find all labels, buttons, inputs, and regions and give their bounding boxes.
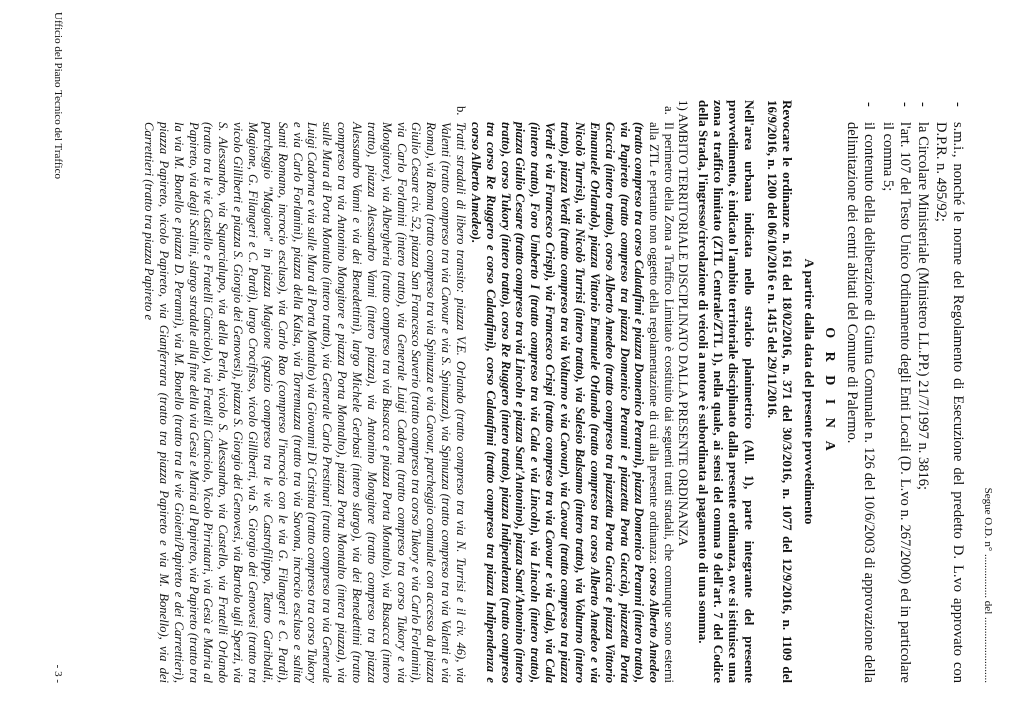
premise-item: - s.m.i., nonché le norme del Regolamento di Esecuzione del predetto D. L.vo approvato con D.P.R. n. 495/92; bbox=[932, 100, 966, 683]
item-b bbox=[141, 100, 468, 683]
area-text: Nell'area urbana indicata nello stralcio planimetrico (All. 1), parte integrante del presente provvedimento, è indicato l'ambito territoriale disciplinato dalla presente ordinanza, ove si istituisce una zona a traffico limitato (ZTL Centrale/ZTL 1), nella quale, ai sensi del comma 9 dell'art. 7 del Codice della Strada, l'ingresso/circolazione di veicoli a motore è subordinata al pagamento di una somma. bbox=[695, 100, 757, 683]
revoke-paragraph bbox=[765, 100, 796, 683]
header-reference: Segue O.D. n° ................ del ........................ bbox=[982, 487, 994, 683]
premise-item: - la Circolare Ministeriale (Ministero LL.PP.) 21/7/1997 n. 3816; bbox=[914, 100, 931, 683]
item-b-text: Tratti stradali di libero transito: piazza V.E. Orlando (tratto compreso tra via N. Turrisi e il civ. 46), via Valenti (tratto compreso tra via Cavour e via S. Spinuzza), via Spinuzza (tratto compreso tra via Valenti e via Roma), via Roma (tratto compreso tra via Spinuzza e via Cavour, parcheggio comunale con accesso da piazza Giulio Cesare civ. 52, piazza San Francesco Saverio (tratto compreso tra corso Tukory e via Carlo Forlanini), via Carlo Forlanini (intero tratto), via Generale Luigi Cadorna (tratto compreso tra corso Tukory e via Mongitore), via Albergheria (tratto compreso tra via Busacca e piazza Porta Montalto), via Busacca (intero tratto), piazza Alessandro Vanni (intero piazza), via Antonino Mongitore (tratto compreso tra piazza Alessandro Vanni e via dei Benedettini), largo Michele Gerbasi (intero slargo), via dei Benedettini (tratto compreso tra via Antonino Mongitore e piazza Porta Montalto), piazza Porta Montalto (intera piazza), via sulle Mura di Porta Montalto (intero tratto), via Generale Carlo Prestinari (tratto compreso tra via Generale Luigi Cadorna e via sulle Mura di Porta Montalto) via Giovanni Di Cristina (tratto compreso tra corso Tukory e via Carlo Forlanini), piazza della Kalsa, via Torremuzza (tratto tra via Savona, incrocio escluso e salita Santi Romano, incrocio escluso), via Carlo Rao (compreso l'incrocio con le via G. Filangeri e C. Pardi), parcheggio "Magione" in piazza Magione (spazio compreso tra le vie Castrofilippo, Teatro Garibaldi, Magione, G. Filangeri e C. Pardi), largo Crocifisso, vicolo Gilliberti, via S. Giorgio dei Genovesi (tratto tra vicolo Gilliberti e piazza S. Giorgio dei Genovesi), piazza S. Giorgio dei Genovesi, via Bartolo ugli Sperzi, via S. Alessandro, via Squarcialupo, via della Perla, vicolo S. Alessandro, via Castello, via Fratelli Orlando (tratto tra le vie Castello e Fratelli Cianciolo), via Fratelli Cianciolo, Vicolo Pirriatari, via Gesù e Maria al Papireto, via degli Scalini, slargo stradale alla fine della via Gesù e Maria al Papireto, via Papireto (tratto tra la via M. Bonello e piazza D. Peranni), via M. Bonello (tratto tra le vie Gioieni/Papireto e dei Carrettieri), piazza Papireto, vicolo Papireto, via Gianferrara (tratto tra piazza Papireto e via M. Bonello), via dei Carrettieri (tratto tra piazza Papireto e bbox=[142, 122, 469, 683]
item-a-label: a. bbox=[662, 106, 677, 115]
item-b-label: b. bbox=[454, 106, 469, 116]
item-a bbox=[468, 100, 676, 683]
section-title: 1) AMBITO TERRITORIALE DISCIPLINATO DALLA PRESENTE ORDINANZA bbox=[676, 100, 692, 547]
office-footer: Ufficio del Piano Tecnico del Traffico bbox=[52, 12, 64, 179]
date-heading: A partire dalla data del presente provvedimento bbox=[801, 258, 817, 525]
ordina-heading: O R D I N A bbox=[822, 327, 838, 456]
item-a-intro: Il perimetro della Zona a Traffico Limitato è costituito dai seguenti tratti stradali, che comunque sono esterni alla ZTL e pertanto non oggetto della regolamentazione di cui alla presente ordinanza: bbox=[647, 122, 677, 683]
page-number: - 3 - bbox=[52, 664, 64, 683]
premise-item: - l'art. 107 del Testo Unico Ordinamento degli Enti Locali (D. L.vo n. 267/2000) ed in particolare il comma 5; bbox=[878, 100, 912, 683]
revoke-text: Revocare le ordinanze n. 161 del 18/02/2016, n. 371 del 30/3/2016, n. 1077 del 12/9/2016, n. 1109 del 16/9/2016, n. 1200 del 06/10/2016 e n. 1415 del 29/11/2016. bbox=[765, 100, 796, 683]
document-body bbox=[141, 100, 966, 683]
premise-item: - il contenuto della deliberazione di Giunta Comunale n. 126 del 10/6/2003 di approvazione della delimitazione dei centri abitati del Comune di Palermo. bbox=[843, 100, 877, 683]
area-paragraph bbox=[695, 100, 756, 683]
item-a-streets: corso Alberto Amedeo (tratto compreso tra corso Calatafimi e piazza Domenico Peranni), piazza Domenico Peranni (intero tratto), via Papireto (tratto compreso tra piazza Domenico Peranni e piazzetta Porta Guccia), piazzetta Porta Guccia (intero tratto), corso Alberto Amedeo (tratto compreso tra piazzetta Porta Guccia e piazza Vittorio Emanuele Orlando), piazza Vittorio Emanuele Orlando (tratto compreso tra corso Alberto Amedeo e via Nicolò Turrisi), via Nicolò Turrisi (intero tratto), via Salesio Balsamo (intero tratto), via Volturno (intero tratto), piazza Verdi (tratto compreso tra via Volturno e via Cavour), via Cavour (tratto compreso tra piazza Verdi e via Francesco Crispi), via Francesco Crispi (tratto compreso tra via Cavour e via Cala), via Cala (intero tratto), Foro Umberto I (tratto compreso tra via Cala e via Lincoln), via Lincoln (intero tratto), piazza Giulio Cesare (tratto compreso tra via Lincoln e piazza Sant'Antonino), piazza Sant'Antonino (intero tratto), corso Tukory (intero tratto), corso Re Ruggero (intero tratto), piazza Indipendenza (tratto compreso tra corso Re Ruggero e corso Calatafimi), corso Calatafimi (tratto compreso tra piazza Indipendenza e corso Alberto Amedeo). bbox=[468, 122, 662, 683]
